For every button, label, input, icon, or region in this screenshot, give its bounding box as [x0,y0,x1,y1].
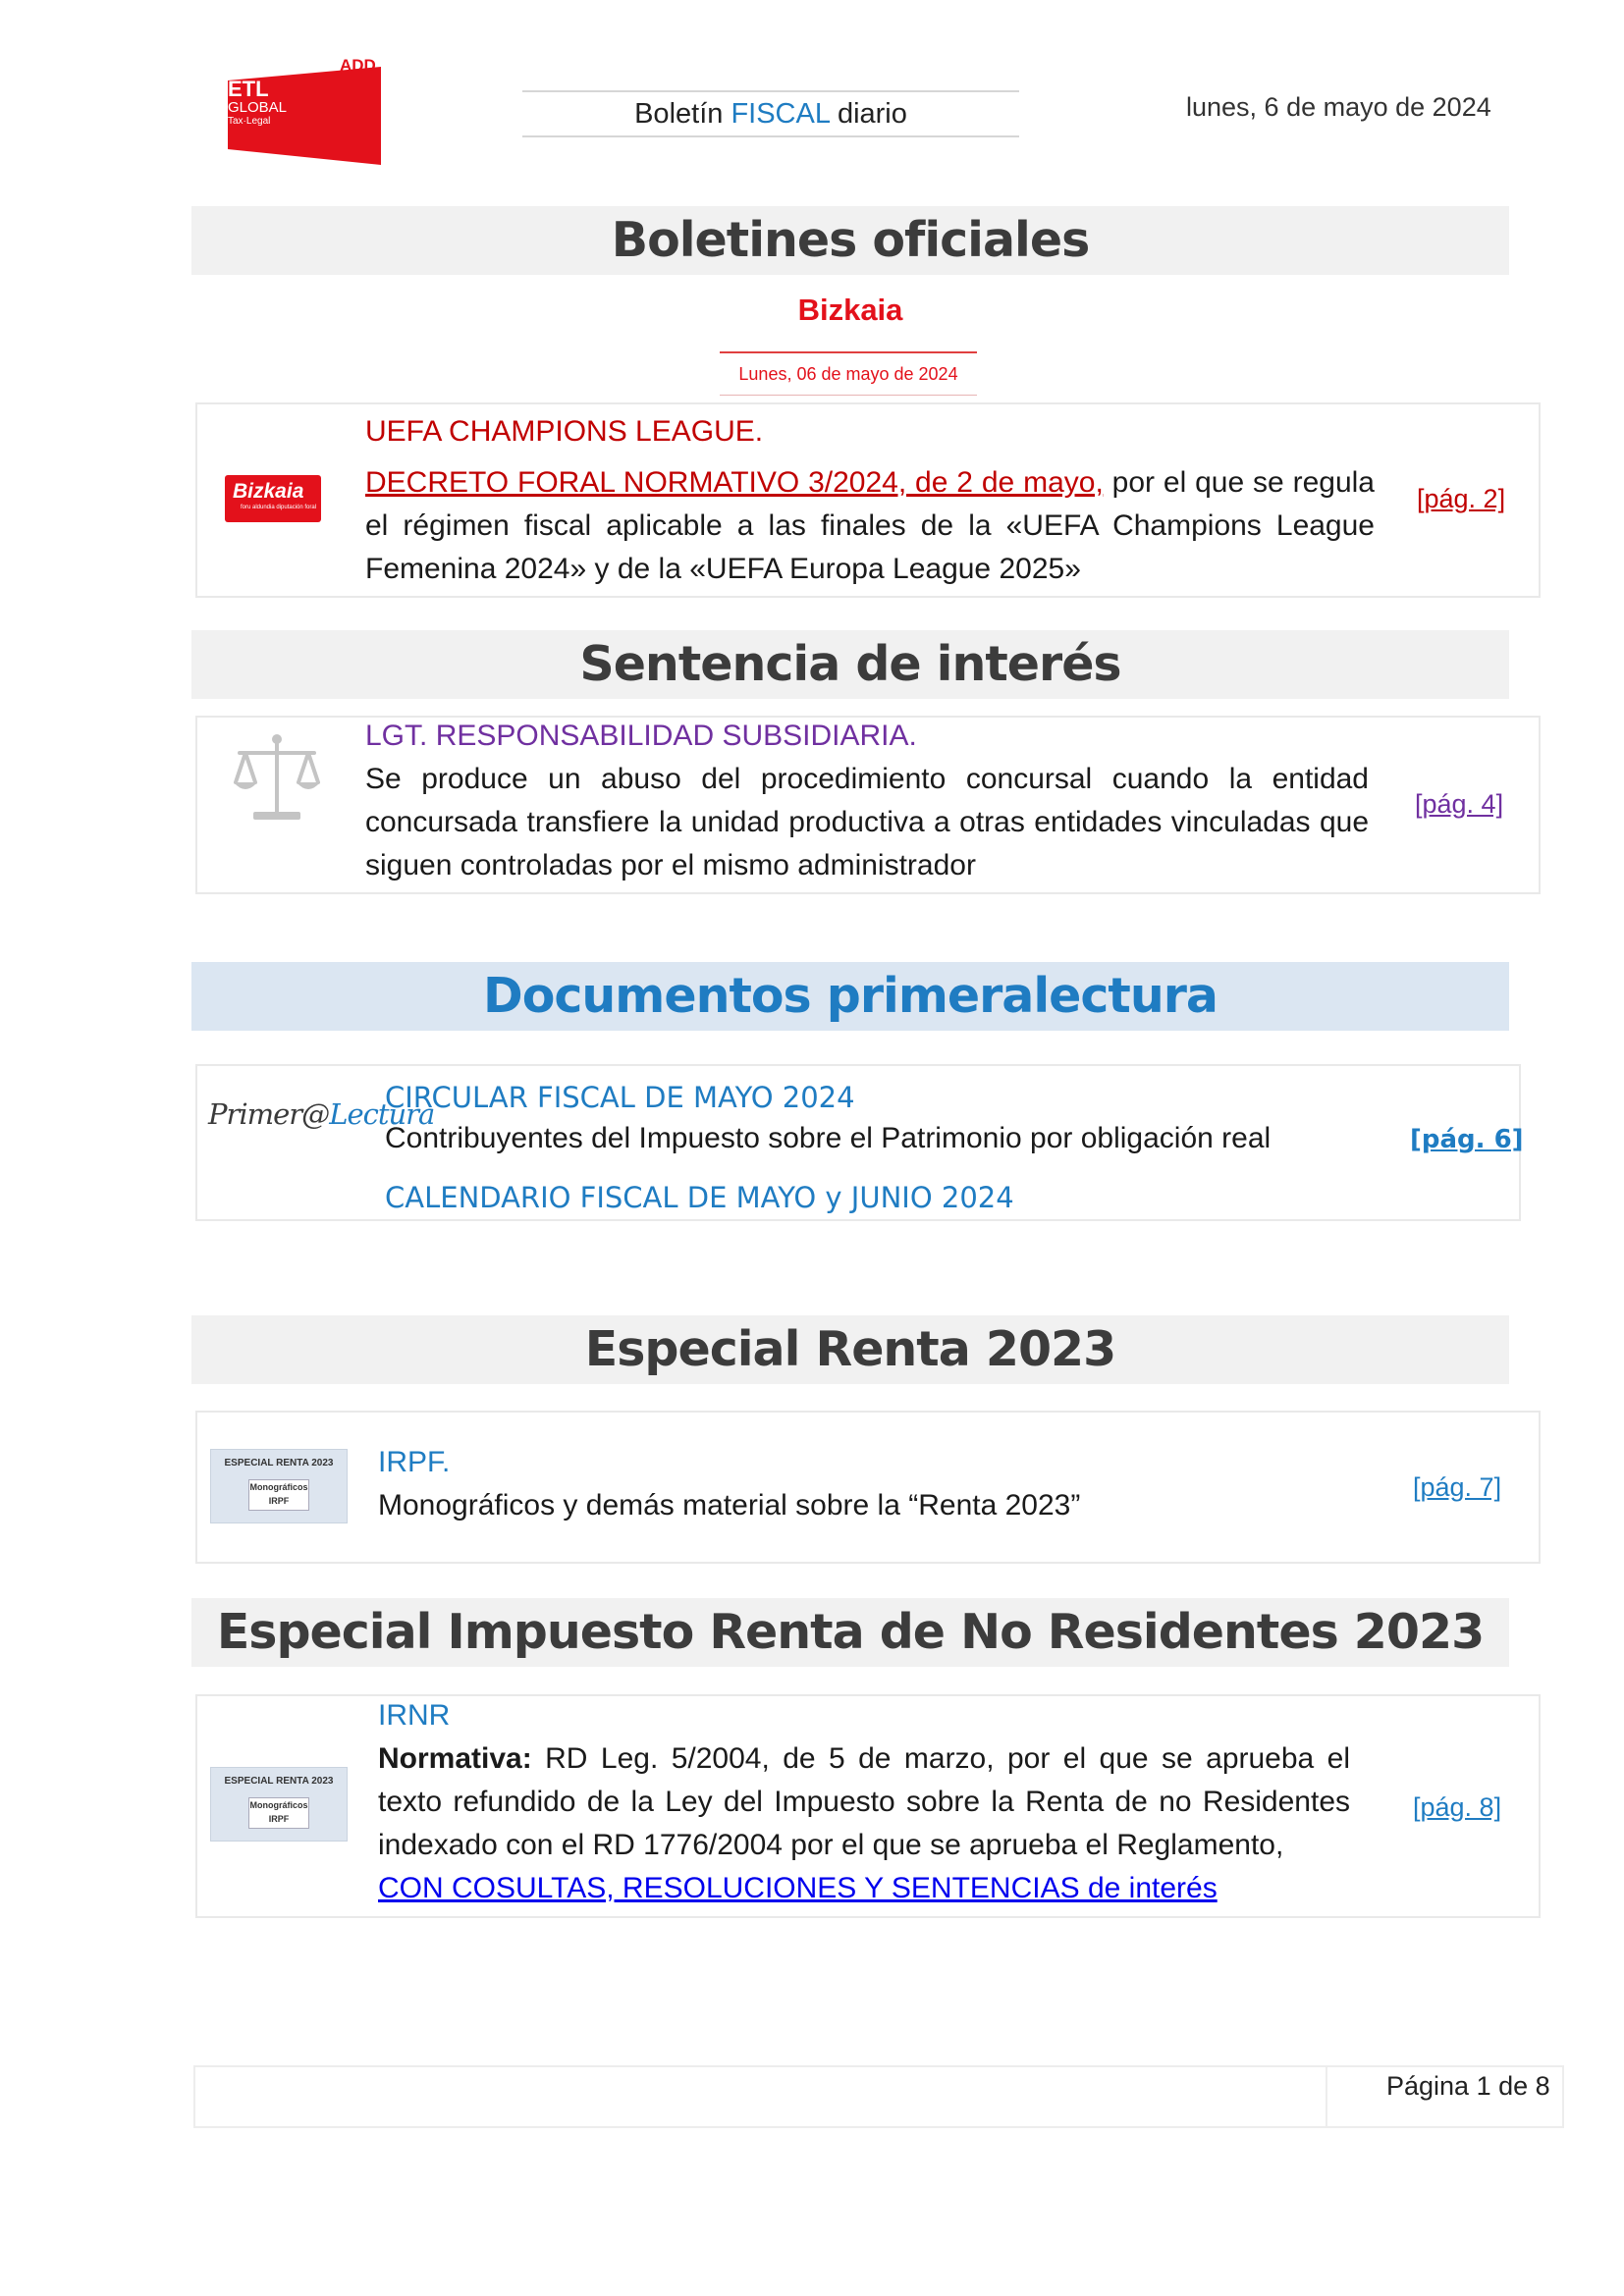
section-heading-irnr: Especial Impuesto Renta de No Residentes 2023 [191,1598,1509,1667]
footer-box [193,2065,1564,2128]
footer-separator [1326,2065,1327,2126]
bulletin-title-prefix: Boletín [634,98,731,130]
boletin-item-text [365,461,1375,591]
boletin-item-body: por el que se regula el régimen fiscal aplicable a las finales de la «UEFA Champions League Femenina 2024» y de la «UEFA Europa League 2025» [365,466,1375,585]
scales-icon [228,731,326,826]
page-ref-7[interactable]: [pág. 7] [1413,1472,1502,1502]
page-ref-8[interactable]: [pág. 8] [1413,1792,1502,1822]
bizkaia-logo-subtext: foru aldundia diputación foral [241,505,317,510]
logo-add-text: ADD [340,59,376,75]
section-heading-sentencia: Sentencia de interés [191,630,1509,699]
bulletin-title-fiscal: FISCAL [731,98,830,130]
section-heading-boletines: Boletines oficiales [191,206,1509,275]
logo-global-text: GLOBAL [228,99,288,116]
sentencia-item-title: LGT. RESPONSABILIDAD SUBSIDIARIA. [365,720,917,752]
irnr-thumbnail-line1: Monográficos [249,1800,308,1810]
boletin-item-title: UEFA CHAMPIONS LEAGUE. [365,415,764,448]
renta-thumbnail-line2: IRPF [268,1496,290,1506]
region-label: Bizkaia [797,293,903,327]
irnr-normativa-text: RD Leg. 5/2004, de 5 de marzo, por el que se aprueba el texto refundido de la Ley del Impuesto sobre la Renta de no Residentes indexado con el RD 1776/2004 por el que se aprueba el Reglamento, [378,1742,1350,1861]
bizkaia-logo [225,475,321,522]
circular-fiscal-body: Contribuyentes del Impuesto sobre el Patrimonio por obligación real [385,1122,1272,1154]
decreto-foral-link[interactable]: DECRETO FORAL NORMATIVO 3/2024, de 2 de mayo, [365,466,1104,499]
irnr-item-body [378,1737,1350,1867]
renta-thumbnail-box [248,1479,309,1511]
irnr-consultas-link-wrap [378,1867,1218,1910]
bizkaia-logo-text: Bizkaia [233,480,304,503]
calendario-fiscal-link[interactable]: CALENDARIO FISCAL DE MAYO y JUNIO 2024 [385,1181,1014,1214]
renta-item-body: Monográficos y demás material sobre la “Renta 2023” [378,1489,1081,1522]
circular-fiscal-link[interactable]: CIRCULAR FISCAL DE MAYO 2024 [385,1081,855,1114]
etl-global-logo [224,59,381,165]
publication-date: Lunes, 06 de mayo de 2024 [720,351,977,396]
irnr-thumbnail[interactable] [210,1767,348,1842]
irnr-thumbnail-box [248,1797,309,1829]
bulletin-title-suffix: diario [829,98,907,130]
renta-thumbnail-title: ESPECIAL RENTA 2023 [224,1458,334,1468]
section-heading-renta: Especial Renta 2023 [191,1315,1509,1384]
consultas-resoluciones-link[interactable]: CON COSULTAS, RESOLUCIONES Y SENTENCIAS de interés [378,1872,1218,1904]
page-ref-2[interactable]: [pág. 2] [1417,484,1506,513]
irnr-item-title: IRNR [378,1699,451,1732]
renta-thumbnail[interactable] [210,1449,348,1523]
primera-lectura-logo-b: Lectura [329,1097,435,1131]
header-date: lunes, 6 de mayo de 2024 [1186,92,1491,122]
logo-tax-text: Tax·Legal [228,116,271,127]
renta-item-title: IRPF. [378,1446,451,1478]
bulletin-title [522,90,1019,137]
irnr-thumbnail-title: ESPECIAL RENTA 2023 [224,1776,334,1787]
irnr-normativa-label: Normativa: [378,1742,532,1775]
renta-thumbnail-line1: Monográficos [249,1482,308,1492]
section-heading-documentos: Documentos primeralectura [191,962,1509,1031]
sentencia-item-body: Se produce un abuso del procedimiento concursal cuando la entidad concursada transfiere la unidad productiva a otras entidades vinculadas que siguen controladas por el mismo administrador [365,763,1369,881]
page-ref-4[interactable]: [pág. 4] [1415,789,1504,819]
page-ref-6[interactable]: [pág. 6] [1410,1125,1524,1154]
irnr-thumbnail-line2: IRPF [268,1814,290,1824]
logo-etl-text: ETL [228,77,269,101]
page-number: Página 1 de 8 [1386,2071,1550,2101]
primera-lectura-logo-a: Primer@ [208,1097,330,1131]
